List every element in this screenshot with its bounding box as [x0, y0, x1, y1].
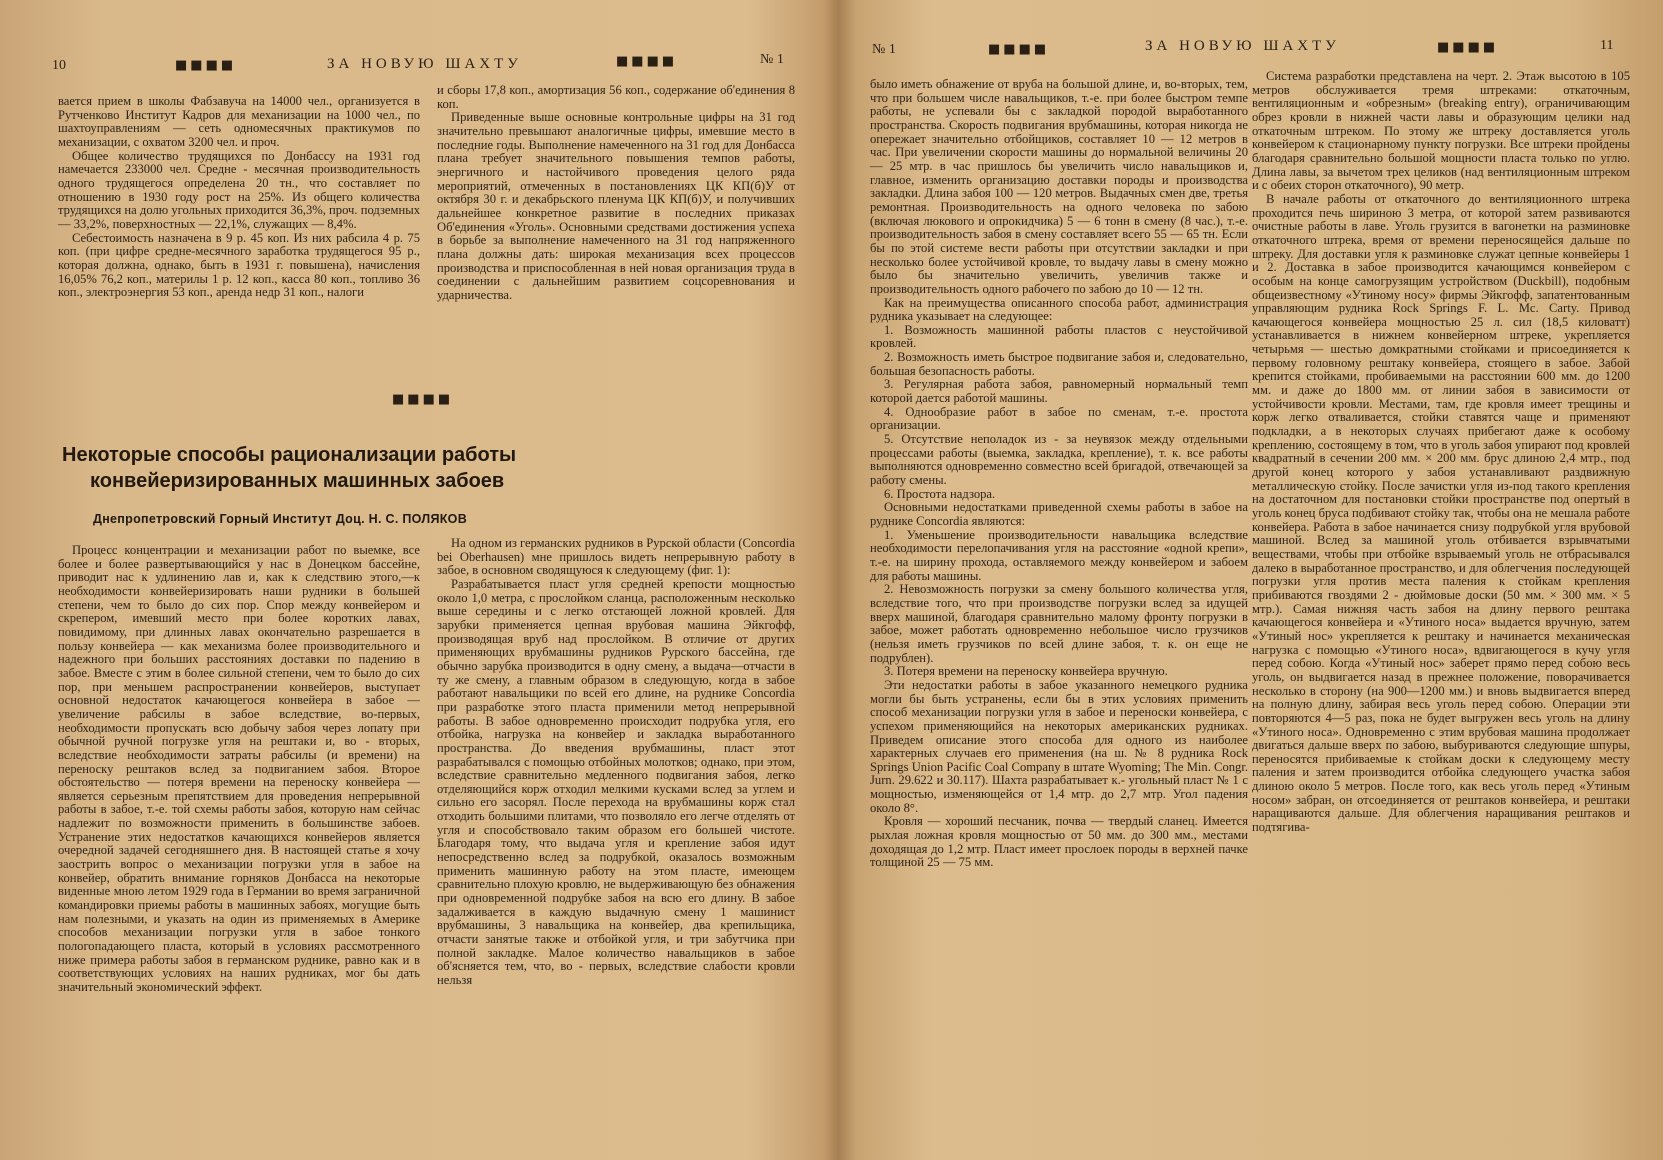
text-column [58, 544, 420, 995]
text-column [870, 78, 1248, 870]
article-title-line: конвейеризированных машинных забоев [90, 470, 505, 492]
list-item: 2. Возможность иметь быстрое подвигание забоя и, следовательно, большая безопасность работы. [870, 350, 1248, 378]
article-byline: Днепропетровский Горный Институт Доц. Н. С. ПОЛЯКОВ [93, 512, 468, 526]
paragraph: Себестоимость назначена в 9 р. 45 коп. Из них рабсила 4 р. 75 коп. (при цифре средне-месячного заработка трудящегося 95 р., которая должна, однако, быть в 1931 г. повышена), начисления 16,05% 76,2 коп., материлы 1 р. 12 коп., касса 80 коп., топливо 36 коп., электроэнергия 53 коп., аренда недр 31 коп., налоги [58, 230, 420, 300]
page-number: 11 [1600, 38, 1614, 53]
issue-number: № 1 [760, 52, 784, 67]
article-title [62, 442, 516, 494]
list-item: 1. Возможность машинной работы пластов с неустойчивой кровлей. [870, 322, 1248, 351]
ornament: ■■■■ [175, 58, 237, 73]
paragraph: Кровля — хороший песчаник, почва — твердый сланец. Имеется рыхлая ложная кровля мощностью от 50 мм. до 300 мм., местами доходящая до 1,2 мтр. Пласт имеет прослоек породы в верхней пачке толщиной 25 — 75 мм. [870, 814, 1248, 870]
paragraph: Основными недостатками приведенной схемы работы в забое на руднике Concordia являются: [870, 500, 1248, 528]
paragraph: Система разработки представлена на черт. 2. Этаж высотою в 105 метров обслуживается тремя штреками: откаточным, вентиляционным и «обрезным» (breaking entry), ограничивающим обрез кровли в нижней части лавы и образующим целики над откаточным штреком. По этому же штреку доставляется уголь конвейером к стационарному пункту погрузки. Все штреки пройдены благодаря сравнительно большой мощности пласта только по углю. Длина лавы, за вычетом трех целиков (над вентиляционным штреком и с обеих сторон откаточного), 90 метр. [1252, 69, 1630, 193]
running-title: ЗА НОВУЮ ШАХТУ [327, 56, 522, 72]
paragraph: В начале работы от откаточного до вентиляционного штрека проходится печь шириною 3 метра, от которой затем развиваются очистные работы в лаве. Уголь грузится в вагонетки на разминовке откаточного штрека, время от времени переносящейся дальше по штреку. Для доставки угля к разминовке служат цепные конвейеры 1 и 2. Доставка в забое производится качающимся конвейером с особым на конце самогрузящим устройством (Duckbill), подобным общеизвестному «Утиному носу» фирмы Эйкгофф, запатентованным управляющим рудника Rock Springs F. L. Mc. Carty. Привод качающегося конвейера мощностью 25 л. сил (18,5 киловатт) устанавливается в нижнем конвейерном штреке, укрепляется четырьмя — шестью домкратными стойками и присоединяется к первому головному рештаку конвейера, стоящего в забое. Забой крепится стойками, пробиваемыми на расстоянии 600 мм. до 1200 мм. и даже до 1800 мм. от линии забоя в зависимости от устойчивости кровли. Местами, там, где кровля имеет трещины и корж легко отваливается, стойки ставятся чаще и применяют подкладки, а в некоторых случаях прибегают даже к особому креплению, состоящему в том, что в уголь забоя упирают под кровлей квадратный в сечении 200 мм. × 200 мм. брус длиною 2,4 мтр., под другой конец которого у забоя устанавливают раздвижную металлическую стойку. После зачистки угля из-под такого крепления на достаточном для постановки стойки пространстве под опертый в уголь конец бруса подбивают стойку так, чтобы она не мешала работе конвейера. Работа в забое начинается снизу подрубкой угля врубовой машиной. Вслед за машиной уголь отбивается взрывчатыми веществами, чтобы при отбойке взрываемый уголь не отбрасывался далеко в выработанное пространство, и для облегчения последующей погрузки угля против места паления к стойкам крепления прибиваются гвоздями 2 - дюймовые доски (50 мм. × 300 мм. × 5 мтр.). Самая нижняя часть забоя на длину первого рештака качающегося конвейера и «Утиного носа» выдается вручную, затем «Утиный нос» укрепляется к рештаку и начинается механическая нагрузка с помощью «Утиного носа», вдвигающегося в кучу угля перед собою. Когда «Утиный нос» заберет прямо перед собою весь уголь, он выдвигается назад в прежнее положение, поворачивается несколько в сторону (на 900—1200 мм.) и вновь выдвигается вперед на полную длину, забирая весь уголь перед собою. Операции эти повторяются 4—5 раз, пока не будет выгружен весь уголь на длину «Утиного носа». Одновременно с этим врубовая машина продолжает двигаться дальше вверх по забою, выбуриваются следующие шпуры, переносятся прибиваемые к стойкам доски к следующему месту паления и затем производится отбойка следующего участка забоя длиною около 5 метров. После того, как весь уголь перед «Утиным носом» забран, он отсоединяется от рештаков конвейера, и рештаки наращиваются дальше. Для облегчения наращивания рештаков и подтягива- [1252, 191, 1630, 835]
list-item: 5. Отсутствие неполадок из - за неувязок между отдельными процессами работы (выемка, закладка, крепление), т. к. все работы выполняются одновременно совместно всей бригадой, отвечающей за работу смены. [870, 432, 1248, 488]
article-title-line: Некоторые способы рационализации работы [62, 444, 517, 466]
text-column [437, 84, 795, 303]
paragraph: было иметь обнажение от вруба на большой длине, и, во-вторых, тем, что при большем числе навальщиков, т.-е. при более быстром темпе работы, не успевали бы с закладкой породой выработанного пространства. Скорость подвигания врубмашины, которая никогда не опережает значительно отбойщиков, составляет 10 — 12 метров в час. При увеличении скорости машины до нормальной величины 20 — 25 мтр. в час пришлось бы увеличить число навальщиков и, главное, изменить организацию доставки породы и производства закладки. Длина забоя 100 — 120 метров. Выдачных смен две, третья ремонтная. Производительность на одного человека по забою (включая люкового и опрокидчика) 5 — 6 тонн в смену (8 час.), т.-е. производительность забоя в смену составляет всего 55 — 65 тн. Если бы по этой системе вести работы при отсутствии закладки и при несколько более устойчивой кровле, то выдачу лавы в смену можно было бы значительно увеличить, увеличив также и производительность одного рабочего по забою до 10 — 12 тн. [870, 77, 1248, 296]
paragraph: Общее количество трудящихся по Донбассу на 1931 год намечается 233000 чел. Средне - месячная производительность одного трудящегося определена 20 тн., что составляет по отношению в 1930 году рост на 25%. Из общего количества трудящихся на долю угольных приходится 36,3%, проч. подземных — 33,2%, поверхностных — 22,1%, служащих — 8,4%. [58, 148, 420, 231]
paragraph: Процесс концентрации и механизации работ по выемке, все более и более развертывающийся у нас в Донецком бассейне, приводит нас к удлинению лав и, как к следствию этого,—к необходимости конвейеризировать наши рудники в большей степени, чем то было до сих пор. Спор между конвейером и скрепером, имевший место при более коротких лавах, повидимому, при длинных лавах окончательно разрешается в пользу конвейера — как механизма более производительного и надежного при больших расстояниях доставки по падению в забое. Вместе с этим в более сильной степени, чем то было до сих пор, при меньшем распространении конвейеров, выступает основной недостаток качающегося конвейера в забое — увеличение рабсилы в забое вследствие, во-первых, необходимости пропускать всю добычу забоя через лопату при обычной ручной погрузке угля на рештаки и, во - вторых, вследствие необходимости затраты рабсилы (и времени) на переноску рештаков вслед за подвиганием забоя. Второе обстоятельство — потеря времени на переноску конвейера — является серьезным препятствием для проведения непрерывной работы в забое, т.-е. той схемы работы забоя, которую нам сейчас надлежит по возможности применить в большинстве забоев. Устранение этих недостатков качающихся конвейеров является очередной задачей сегодняшнего дня. В настоящей статье я хочу заострить вопрос о механизации погрузки угля в забое на конвейер, обратить внимание горняков Донбасса на некоторые виденные мною летом 1929 года в Германии во время заграничной командировки приемы работы в машинных забоях, могущие быть нам полезными, и указать на один из применяемых в Америке способов механизации погрузки угля в забое тонкого пологопадающего пласта, который в условиях рассмотренного ниже примера работы забоя в германском руднике, равно как и в соответствующих условиях на наших рудниках, мог бы дать значительный экономический эффект. [58, 543, 420, 994]
list-item: 2. Невозможность погрузки за смену большого количества угля, вследствие того, что при производстве погрузки вслед за идущей вверх машиной, благодаря сравнительно малому фронту погрузки в забое, может работать одновременно небольшое число грузчиков (нельзя иметь грузчиков по всей длине забоя, т. к. он еще не подрублен). [870, 582, 1248, 665]
list-item: 3. Потеря времени на переноску конвейера вручную. [884, 664, 1168, 679]
page-number: 10 [52, 58, 66, 73]
list-item: 6. Простота надзора. [884, 486, 996, 501]
ornament: ■■■■ [988, 42, 1050, 57]
running-title: ЗА НОВУЮ ШАХТУ [1145, 38, 1340, 54]
paragraph: Эти недостатки работы в забое указанного немецкого рудника могли бы быть устранены, если бы в этих условиях применить способ механизации погрузки угля в забое и переноски конвейера, с успехом применяющийся на некоторых американских рудниках. Приведем описание этого способа для одного из наиболее характерных случаев его применения (на ш. № 8 рудника Rock Springs Union Pacific Coal Company в штате Wyoming; The Min. Congr. Jurn. 29.622 и 30.117). Шахта разрабатывает к.- угольный пласт № 1 с мощностью, изменяющейся от 1,4 мтр. до 2,7 мтр. Угол падения около 8°. [870, 677, 1248, 815]
paragraph: На одном из германских рудников в Рурской области (Concordia bei Oberhausen) мне пришлось видеть непрерывную работу в забое, в основном сводящуюся к следующему (фиг. 1): [437, 536, 795, 578]
list-item: 3. Регулярная работа забоя, равномерный нормальный темп которой дается работой машины. [870, 377, 1248, 406]
issue-number: № 1 [872, 42, 896, 57]
section-ornament: ■■■■ [392, 392, 454, 407]
text-column [58, 95, 420, 300]
left-page [0, 0, 830, 1160]
paragraph: вается прием в школы Фабзавуча на 14000 чел., организуется в Рутченково Институт Кадров для механизации на 1000 чел., по шахтоуправлениям — сеть одномесячных практикумов по механизации, с охватом 3200 чел. и проч. [58, 94, 420, 149]
list-item: 4. Однообразие работ в забое по сменам, т.-е. простота организации. [870, 404, 1248, 433]
paragraph: Как на преимущества описанного способа работ, администрация рудника указывает на следующее: [870, 295, 1248, 324]
left-page-header [0, 48, 830, 78]
ornament: ■■■■ [1437, 40, 1499, 55]
paragraph: Разрабатывается пласт угля средней крепости мощностью около 1,0 метра, с прослойком сланца, расположенным несколько выше середины и с легко отстающей ложной кровлей. Для зарубки применяется цепная врубовая машина Эйкгофф, производящая вруб над прослойком. В отличие от других применяющих врубмашины рудников Рурского бассейна, где обычно зарубка производится в одну смену, а выдача—отчасти в ту же смену, а главным образом в следующую, когда в забое работают навальщики по всей его длине, на руднике Concordia при разработке этого пласта применили метод непрерывной работы. В забое одновременно происходит подрубка угля, его отбойка, нагрузка на конвейер и закладка выработанного пространства. До введения врубмашины, пласт этот разрабатывался с помощью отбойных молотков; однако, при этом, вследствие сравнительно медленного подвигания забоя, легко отделяющийся корж отходил мелкими кусками вслед за углем и сильно его засорял. После перехода на врубмашины корж стал отходить большими плитами, что позволяло его легче отделять от угля и способствовало таким образом его большей чистоте. Благодаря тому, что выдача угля и крепление забоя идут непосредственно вслед за подрубкой, оказалось возможным применить машинную работу на этом пласте, имеющем сравнительно плохую кровлю, не выдерживающую без обнажения при одновременной подрубке забоя на всю его длину. В забое задалживается в каждую выдачную смену 1 машинист врубмашины, 3 навальщика на конвейер, два крепильщика, отчасти занятые также и отбойкой угля, и три забутчика при полной закладке. Малое количество навальщиков в забое об'ясняется тем, что, во - первых, вследствие слабости кровли нельзя [437, 576, 795, 987]
right-page [840, 0, 1663, 1160]
ornament: ■■■■ [616, 54, 678, 69]
paragraph: Приведенные выше основные контрольные цифры на 31 год значительно превышают аналогичные цифры, имевшие место в последние годы. Выполнение намеченного на 31 год для Донбасса плана требует значительного повышения темпов работы, энергичного и настойчивого проведения целого ряда мероприятий, отмеченных в постановлениях ЦК КП(б)У от октября 30 г. и декабрьского пленума ЦК КП(б)У, и получивших дальнейшее конкретное развитие в последних приказах Об'единения «Уголь». Основными средствами достижения успеха в борьбе за выполнение намеченного на 31 год напряженного плана должны дать: широкая механизация всех процессов производства и приспособленная в ней новая организация труда в соединении с дальнейшим развитием соцсоревнования и ударничества. [437, 110, 795, 302]
list-item: 1. Уменьшение производительности навальщика вследствие необходимости перелопачивания угля на расстояние «одной крепи», т.-е. на ширину прохода, оставляемого между конвейером и забоем для работы машины. [870, 527, 1248, 583]
text-column [1252, 70, 1630, 835]
text-column [437, 537, 795, 988]
paragraph: и сборы 17,8 коп., амортизация 56 коп., содержание об'единения 8 коп. [437, 83, 795, 111]
